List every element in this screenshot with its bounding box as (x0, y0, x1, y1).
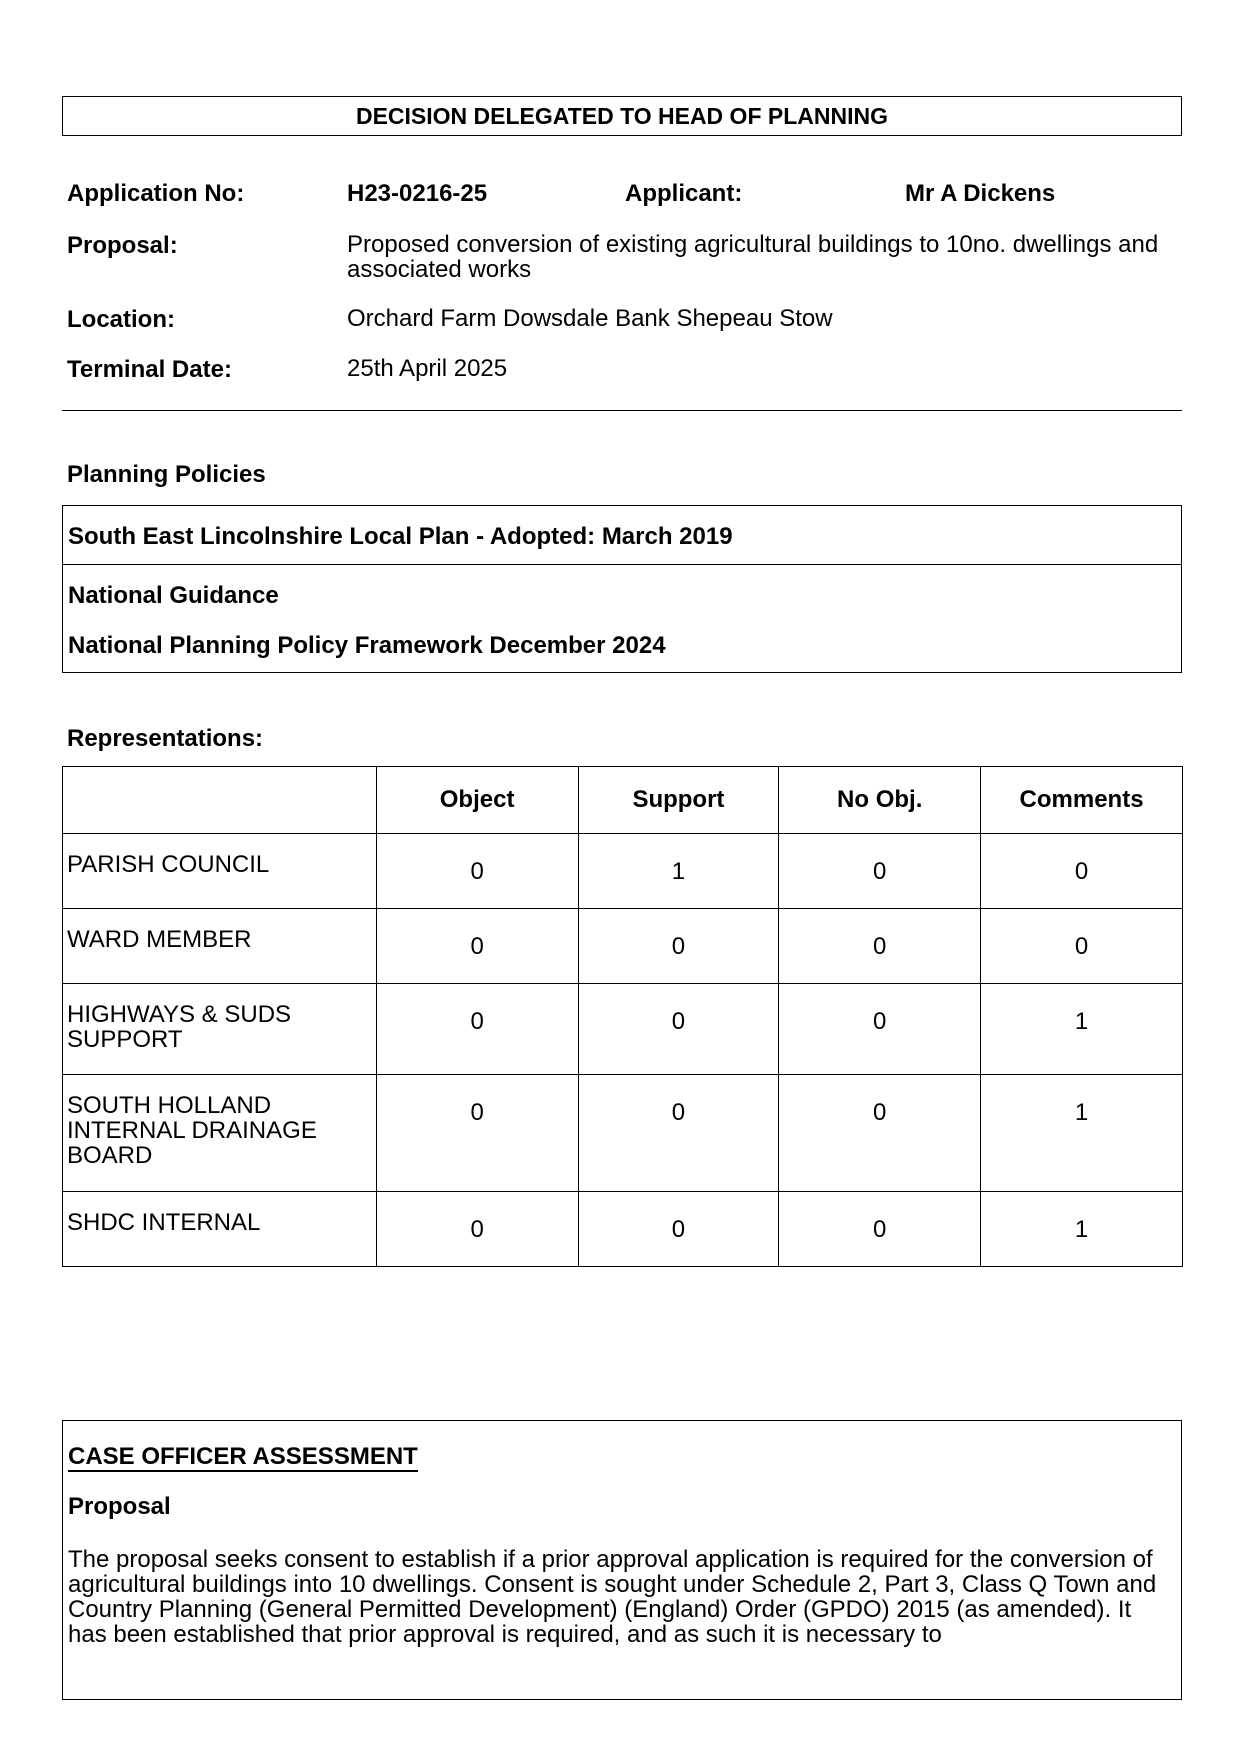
comments-count: 1 (981, 984, 1183, 1075)
comments-count: 1 (981, 1192, 1183, 1267)
application-no-label: Application No: (67, 180, 245, 207)
document-title-text: DECISION DELEGATED TO HEAD OF PLANNING (355, 102, 888, 129)
applicant-label: Applicant: (625, 180, 743, 207)
policy-divider (63, 564, 1181, 565)
document-title (62, 96, 1182, 136)
object-count: 0 (376, 909, 578, 984)
column-header-name (63, 767, 377, 834)
no-obj-count: 0 (779, 909, 981, 984)
proposal-label: Proposal: (67, 232, 178, 259)
assessment-heading: CASE OFFICER ASSESSMENT (68, 1443, 418, 1470)
comments-count: 1 (981, 1075, 1183, 1192)
object-count: 0 (376, 834, 578, 909)
row-name: HIGHWAYS & SUDS SUPPORT (63, 984, 377, 1075)
case-officer-assessment-box (62, 1420, 1182, 1700)
support-count: 0 (578, 1192, 779, 1267)
table-row (63, 984, 1183, 1075)
no-obj-count: 0 (779, 1075, 981, 1192)
section-divider (62, 410, 1182, 411)
support-count: 1 (578, 834, 779, 909)
applicant-value: Mr A Dickens (905, 180, 1056, 207)
table-row (63, 1075, 1183, 1192)
row-name: SOUTH HOLLAND INTERNAL DRAINAGE BOARD (63, 1075, 377, 1192)
national-guidance-text: National Guidance (68, 582, 279, 609)
comments-count: 0 (981, 909, 1183, 984)
table-row (63, 1192, 1183, 1267)
row-name: PARISH COUNCIL (63, 834, 377, 909)
row-name: WARD MEMBER (63, 909, 377, 984)
support-count: 0 (578, 1075, 779, 1192)
table-row (63, 909, 1183, 984)
assessment-paragraph: The proposal seeks consent to establish if a prior approval application is required for the conversion of agricultural buildings into 10 dwellings. Consent is sought under Schedule 2, Part 3, Class Q Town and Country Planning (General Permitted Development) (England) Order (GPDO) 2015 (as amended). It has been established that prior approval is required, and as such it is necessary to (68, 1546, 1157, 1648)
location-label: Location: (67, 306, 175, 333)
comments-count: 0 (981, 834, 1183, 909)
planning-policies-heading: Planning Policies (67, 461, 266, 488)
no-obj-count: 0 (779, 1192, 981, 1267)
column-header-no-obj: No Obj. (779, 767, 981, 834)
terminal-date-label: Terminal Date: (67, 356, 232, 383)
support-count: 0 (578, 909, 779, 984)
support-count: 0 (578, 984, 779, 1075)
assessment-subheading: Proposal (68, 1493, 171, 1520)
row-name: SHDC INTERNAL (63, 1192, 377, 1267)
column-header-comments: Comments (981, 767, 1183, 834)
no-obj-count: 0 (779, 984, 981, 1075)
object-count: 0 (376, 984, 578, 1075)
representations-table (62, 766, 1183, 1267)
nppf-text: National Planning Policy Framework December 2024 (68, 632, 666, 659)
column-header-support: Support (578, 767, 779, 834)
object-count: 0 (376, 1192, 578, 1267)
application-no-value: H23-0216-25 (347, 180, 488, 207)
table-row (63, 834, 1183, 909)
terminal-date-value: 25th April 2025 (347, 355, 508, 382)
no-obj-count: 0 (779, 834, 981, 909)
local-plan-text: South East Lincolnshire Local Plan - Adopted: March 2019 (68, 523, 733, 550)
location-value: Orchard Farm Dowsdale Bank Shepeau Stow (347, 305, 833, 332)
table-header-row (63, 767, 1183, 834)
representations-heading: Representations: (67, 725, 264, 752)
object-count: 0 (376, 1075, 578, 1192)
planning-policies-box (62, 505, 1182, 673)
column-header-object: Object (376, 767, 578, 834)
proposal-value: Proposed conversion of existing agricultural buildings to 10no. dwellings and associated works (347, 231, 1159, 283)
